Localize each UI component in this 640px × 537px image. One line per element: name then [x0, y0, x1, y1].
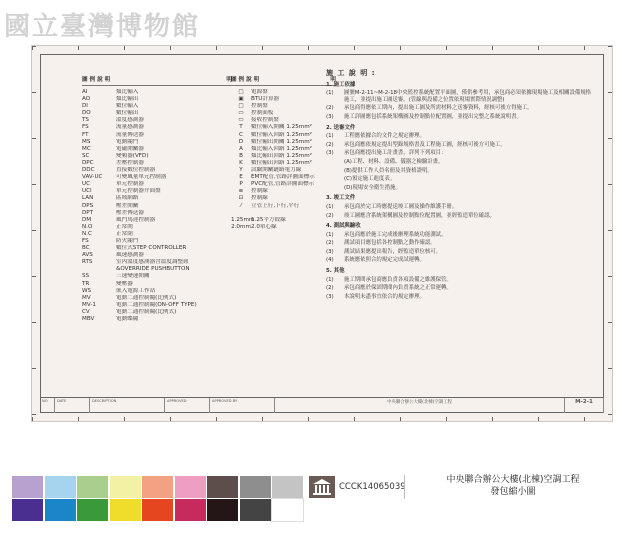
swatch-top	[175, 476, 206, 498]
notes-section-title: 5. 其他	[326, 268, 345, 275]
legend-desc: BTU計算器	[251, 96, 280, 103]
legend-desc: 可變風量單元控制器	[116, 174, 167, 181]
legend-code: MBV	[82, 316, 95, 322]
legend-left-row	[82, 117, 232, 124]
legend-desc: 正常開	[116, 223, 133, 230]
legend-code: TS	[82, 117, 89, 124]
legend-right-row	[231, 224, 336, 231]
legend-desc: EMT配管,管路詳圖面標示	[251, 174, 315, 181]
color-calibration-strip	[12, 476, 308, 522]
legend-desc: 立管上行,下行,平行	[251, 202, 300, 209]
legend-left-row	[82, 124, 232, 131]
legend-symbol: P	[239, 181, 243, 188]
legend-desc: 數位輸出	[116, 110, 139, 117]
notes-item-text: 施工期間承包商應負責各項設備之維護保管。	[344, 276, 452, 283]
legend-right-title: 圖 例 說 明	[231, 77, 260, 83]
legend-code: AI	[82, 89, 88, 95]
legend-left-row	[82, 210, 232, 217]
notes-item-text: 承包商於完工時應提送竣工圖及操作維護手冊。	[344, 203, 458, 210]
notes-section-title: 4. 測試與驗收	[326, 223, 361, 230]
notes-item	[326, 90, 594, 103]
legend-desc	[251, 210, 336, 217]
legend-right-row	[231, 188, 336, 195]
legend-right-row	[231, 110, 336, 117]
notes-section	[326, 82, 594, 121]
legend-desc: 電動二通控制閥(比例式)	[116, 294, 177, 301]
legend-right-row	[231, 181, 336, 188]
legend-right-row	[231, 195, 336, 202]
notes-item-number: (2)	[326, 212, 334, 219]
tb-project-name: 中央聯合辦公大樓(北棟)空調工程	[275, 398, 565, 413]
legend-code: BC	[82, 245, 90, 252]
swatch-bottom	[12, 499, 43, 521]
swatch-top	[240, 476, 271, 498]
legend-symbol: ▭	[238, 110, 244, 117]
tb-description: DESCRIPTION	[90, 398, 165, 413]
notes-item-number: (2)	[326, 141, 334, 148]
legend-left-row	[82, 195, 232, 202]
legend-code: DM	[82, 216, 92, 223]
legend-desc: 數位輸入回路 1.25mm²	[251, 131, 312, 138]
notes-section-title: 1. 施工依據	[326, 81, 356, 88]
legend-symbol: B	[239, 152, 243, 159]
notes-item	[326, 142, 594, 149]
legend-desc: 數位輸出開關 1.25mm²	[251, 138, 312, 145]
swatch-bottom	[142, 499, 173, 521]
tb-drawing-no: M-2-1	[565, 398, 604, 413]
border-ticks-right	[608, 46, 612, 421]
notes-item	[326, 204, 594, 211]
legend-desc: 變頻器(VFD)	[116, 152, 149, 159]
legend-desc: 試驗開關鏈路電力線	[251, 167, 302, 174]
notes-item-text: 測試項目應包括各控制點之動作確認。	[344, 240, 436, 247]
legend-left-row	[82, 224, 232, 231]
catalog-id: CCCK14065039	[339, 482, 406, 492]
legend-desc: 變壓器	[116, 280, 133, 287]
legend-code: DPT	[82, 209, 94, 216]
legend-right-rows	[231, 89, 336, 231]
notes-item-text: (D)現場安全衛生措施。	[344, 184, 401, 191]
notes-item-text: (A)工程、材料、設備、儀器之檢驗計畫。	[344, 158, 444, 165]
notes-item	[326, 232, 594, 239]
legend-desc: 壓差開關	[116, 202, 139, 209]
legend-code: UC	[82, 181, 91, 188]
swatch-top	[12, 476, 43, 498]
legend-code: DPS	[82, 202, 94, 209]
swatch-top	[272, 476, 303, 498]
legend-right-row	[231, 153, 336, 160]
legend-right-row	[231, 139, 336, 146]
legend-left-row	[82, 96, 232, 103]
notes-item-text: 工程應依據合約文件之規定辦理。	[344, 133, 425, 140]
notes-item-text: 承包商應於施工完成後辦理系統功能測試。	[344, 231, 447, 238]
legend-desc: 類比輸入回路 1.25mm²	[251, 145, 312, 152]
legend-left-row	[82, 316, 232, 323]
legend-right-row	[231, 174, 336, 181]
notes-section	[326, 268, 594, 300]
legend-code: DPC	[82, 159, 94, 166]
notes-item-number: (1)	[326, 90, 334, 97]
legend-left-row	[82, 245, 232, 252]
museum-logo	[309, 476, 335, 498]
legend-right-row	[231, 132, 336, 139]
legend-right-header	[231, 77, 336, 86]
legend-desc: 單元控制器介面盤	[116, 188, 161, 195]
notes-item	[326, 159, 594, 166]
swatch-bottom	[240, 499, 271, 521]
notes-item-number	[326, 176, 344, 183]
legend-desc: 溫度感測器	[116, 117, 144, 124]
legend-left-title: 圖 例 說 明	[82, 77, 111, 83]
legend-desc: 控制線	[251, 195, 268, 202]
museum-building-icon	[312, 478, 332, 496]
legend-left-row	[82, 153, 232, 160]
legend-symbol: 2.0mm	[231, 223, 251, 230]
legend-desc: 接收控制盤	[251, 117, 279, 124]
legend-code: MV	[82, 294, 91, 301]
legend-symbol: ⁄	[240, 202, 242, 209]
legend-right-title-right: 明	[330, 77, 336, 83]
swatch-top	[110, 476, 141, 498]
legend-left	[82, 77, 232, 323]
tb-no: NO	[40, 398, 55, 413]
notes-item-number: (3)	[326, 113, 334, 120]
notes-item	[326, 213, 594, 220]
notes-item-number: (2)	[326, 285, 334, 292]
legend-right-row	[231, 117, 336, 124]
legend-left-row	[82, 132, 232, 139]
notes-section-title: 3. 竣工文件	[326, 195, 356, 202]
notes-item	[326, 114, 594, 121]
legend-code: MS	[82, 138, 91, 145]
legend-left-row	[82, 259, 232, 266]
border-ticks-top	[32, 46, 612, 50]
legend-symbol: K	[239, 159, 243, 166]
legend-right	[231, 77, 336, 231]
notes-item-number: (4)	[326, 257, 334, 264]
legend-symbol: ⊡	[238, 195, 244, 202]
legend-code: LAN	[82, 195, 94, 202]
notes-item-text: 承包商應提出施工計畫書，詳列下列項目：	[344, 150, 447, 157]
notes-item-number: (1)	[326, 231, 334, 238]
legend-desc: 單元控制器	[116, 181, 144, 188]
legend-code: DI	[82, 103, 88, 110]
legend-code: N.C	[82, 230, 92, 237]
legend-code: UCI	[82, 188, 92, 195]
notes-item	[326, 294, 594, 301]
legend-desc: 電動二通控制閥(ON-OFF TYPE)	[116, 301, 197, 308]
notes-item-number: (1)	[326, 133, 334, 140]
legend-right-row	[231, 217, 336, 224]
legend-desc: PVC配管,管路詳圖面標示	[251, 181, 315, 188]
legend-left-row	[82, 188, 232, 195]
legend-desc: 2.0單心線	[251, 223, 277, 230]
legend-code: SS	[82, 273, 90, 280]
notes-section	[326, 223, 594, 264]
notes-section-title: 2. 送審文件	[326, 124, 356, 131]
swatch-bottom	[110, 499, 141, 521]
legend-code: MV-1	[82, 301, 96, 308]
legend-left-row	[82, 174, 232, 181]
footer-title-line2: 發包縮小圖	[490, 486, 536, 497]
legend-code	[82, 266, 116, 273]
legend-left-row	[82, 160, 232, 167]
legend-left-row	[82, 89, 232, 96]
legend-left-row	[82, 309, 232, 316]
legend-right-row	[231, 96, 336, 103]
tb-date: DATE	[55, 398, 90, 413]
legend-left-row	[82, 217, 232, 224]
legend-code: FT	[82, 131, 89, 138]
legend-left-row	[82, 167, 232, 174]
legend-right-row	[231, 103, 336, 110]
legend-desc: 區域網路	[116, 195, 139, 202]
legend-desc: 電源盤	[251, 89, 268, 95]
legend-code: AO	[82, 96, 91, 103]
notes-item-text: 圖號M-2-11~M-2-18中央監控系統配置平面圖，僅供參考用，承包商必須依據現場施工及相關設備規格施工，並提出施工圖送審。(管線與設備之位置依現場實際情況調整)	[344, 90, 592, 103]
legend-right-row	[231, 146, 336, 153]
notes-item-number	[326, 168, 344, 175]
legend-desc: 流量感測器	[116, 124, 144, 131]
swatch-bottom	[207, 499, 238, 521]
legend-desc: 類比輸入	[116, 89, 139, 95]
notes-item-text: 系統應依照合約規定完成試運轉。	[344, 257, 425, 264]
legend-left-title-right: 明	[226, 77, 232, 83]
legend-left-row	[82, 110, 232, 117]
notes-section	[326, 125, 594, 192]
archive-footer	[0, 472, 640, 537]
notes-item-text: 測試結果應提出報告，經監造單位核可。	[344, 248, 442, 255]
notes-item-number: (2)	[326, 105, 334, 112]
border-ticks-left	[32, 46, 36, 421]
legend-symbol: D	[238, 138, 244, 145]
legend-desc: 室內溫度感測器含溫度調整鈕	[116, 259, 189, 266]
legend-right-row	[231, 167, 336, 174]
watermark: 國立臺灣博物館	[4, 12, 201, 42]
legend-right-row	[231, 210, 336, 217]
legend-desc: 風速感測器	[116, 252, 144, 259]
notes-sections	[326, 82, 594, 301]
drawing-sheet	[31, 45, 613, 422]
footer-title-line1: 中央聯合辦公大樓(北棟)空調工程	[446, 475, 580, 485]
footer-title	[404, 475, 613, 499]
legend-symbol: T	[239, 124, 243, 131]
notes-item-text: 本說明未盡事宜依合約規定辦理。	[344, 293, 425, 300]
legend-left-row	[82, 273, 232, 280]
notes-item-text: 承包商得應依工期內，提出施工圖及所需材料之送審資料，經核可後方得施工。	[344, 105, 533, 112]
legend-symbol: Y	[239, 167, 243, 174]
legend-left-row	[82, 203, 232, 210]
notes-item-number: (3)	[326, 150, 334, 157]
legend-desc: 嵌入電源工作站	[116, 287, 156, 294]
legend-desc: 數位輸入	[116, 103, 139, 110]
notes-item	[326, 185, 594, 192]
legend-desc: &OVERRIDE PUSHBUTTON	[116, 266, 190, 273]
notes-item-text: 承包商應依規定提出型錄規格書及工程施工圖，經核可後方可施工。	[344, 141, 506, 148]
legend-symbol: ▭	[238, 117, 244, 124]
legend-desc: 流量傳送器	[116, 131, 144, 138]
legend-code: SC	[82, 152, 90, 159]
notes-item-text: 施工詳圖應包括系統架構圖及控制點位配置圖，並提出完整之系統說明書。	[344, 113, 522, 120]
legend-desc: 電動閥門	[116, 138, 139, 145]
legend-symbol: □	[238, 89, 244, 95]
notes-item-text: 竣工圖應含系統架構圖及控制點位配置圖，並經監造單位確認。	[344, 212, 495, 219]
legend-left-row	[82, 146, 232, 153]
notes-item	[326, 133, 594, 140]
legend-symbol: 1.25mm	[231, 216, 255, 223]
legend-symbol: C	[239, 131, 243, 138]
swatch-bottom	[45, 499, 76, 521]
legend-left-row	[82, 288, 232, 295]
legend-left-row	[82, 181, 232, 188]
swatch-top	[142, 476, 173, 498]
tb-approved: APPROVED	[165, 398, 210, 413]
legend-desc: 控制線	[251, 188, 268, 195]
notes-item-text: (B)提供工作人員名冊及其資格證明。	[344, 167, 433, 174]
legend-code: AVS	[82, 252, 93, 259]
legend-desc: 數位輸出回路 1.25mm²	[251, 159, 312, 166]
legend-code: RTS	[82, 259, 93, 266]
legend-desc: 電動二通控制閥(比例式)	[116, 308, 177, 315]
notes-item	[326, 249, 594, 256]
title-block	[40, 397, 604, 413]
swatch-top	[207, 476, 238, 498]
legend-desc: 正常閉	[116, 230, 133, 237]
legend-left-row	[82, 238, 232, 245]
legend-left-row	[82, 252, 232, 259]
legend-desc: 電動蝶閥	[116, 316, 139, 322]
legend-left-row	[82, 103, 232, 110]
legend-symbol: A	[239, 145, 243, 152]
legend-desc: 類比輸出回路 1.25mm²	[251, 152, 312, 159]
legend-symbol: E	[239, 174, 243, 181]
legend-right-row	[231, 203, 336, 210]
legend-code: N.O	[82, 223, 93, 230]
legend-code: DO	[82, 110, 91, 117]
legend-symbol: ≡	[238, 188, 244, 195]
notes-item	[326, 176, 594, 183]
tb-approved-by: APPROVED BY	[210, 398, 275, 413]
legend-left-rows	[82, 89, 232, 323]
legend-right-row	[231, 89, 336, 96]
legend-left-header	[82, 77, 232, 86]
notes-item-text: 承包商應於保固期間內負責系統之正常運轉。	[344, 285, 452, 292]
construction-notes	[326, 70, 594, 304]
legend-code: DDC	[82, 167, 95, 174]
legend-right-row	[231, 124, 336, 131]
legend-desc: 防火閥門	[116, 237, 139, 244]
legend-desc: 控制盤	[251, 103, 268, 110]
notes-item-number: (3)	[326, 248, 334, 255]
notes-item	[326, 240, 594, 247]
notes-item	[326, 285, 594, 292]
legend-code: WS	[82, 287, 92, 294]
legend-code: MC	[82, 145, 91, 152]
swatch-bottom	[175, 499, 206, 521]
legend-left-row	[82, 295, 232, 302]
notes-item-number	[326, 159, 344, 166]
notes-item-number: (1)	[326, 203, 334, 210]
legend-desc: 類比輸出	[116, 96, 139, 103]
legend-left-row	[82, 266, 232, 273]
legend-desc: 差壓控制器	[116, 159, 144, 166]
legend-desc: 1.25平方絞線	[251, 216, 286, 223]
legend-code: FS	[82, 237, 89, 244]
legend-right-row	[231, 160, 336, 167]
legend-desc: 數位輸入開關 1.25mm²	[251, 124, 312, 131]
legend-symbol: ▣	[238, 96, 244, 103]
legend-code: FS	[82, 124, 89, 131]
notes-item-number: (2)	[326, 240, 334, 247]
swatch-top	[77, 476, 108, 498]
legend-left-row	[82, 139, 232, 146]
border-ticks-bottom	[32, 417, 612, 421]
notes-section	[326, 195, 594, 219]
legend-desc: 壓差傳送器	[116, 209, 144, 216]
legend-left-row	[82, 281, 232, 288]
swatch-bottom	[272, 499, 303, 521]
legend-symbol: □	[238, 103, 244, 110]
notes-item-number: (1)	[326, 276, 334, 283]
legend-desc: 直接數位控制器	[116, 167, 156, 174]
notes-item	[326, 257, 594, 264]
notes-item-text: (C)預定施工進度表。	[344, 176, 396, 183]
swatch-top	[45, 476, 76, 498]
legend-left-row	[82, 231, 232, 238]
legend-desc: 電磁開關器	[116, 145, 144, 152]
notes-item	[326, 150, 594, 157]
swatch-bottom	[77, 499, 108, 521]
legend-code: TR	[82, 280, 90, 287]
notes-item	[326, 105, 594, 112]
notes-item-number	[326, 185, 344, 192]
notes-item-number: (3)	[326, 293, 334, 300]
legend-desc: 數位式STEP CONTROLLER	[116, 245, 187, 252]
notes-item	[326, 168, 594, 175]
notes-item	[326, 277, 594, 284]
legend-left-row	[82, 302, 232, 309]
legend-desc: 風門馬達控制器	[116, 216, 156, 223]
legend-desc: 控制面板	[251, 110, 274, 117]
notes-title: 施 工 說 明 :	[326, 69, 376, 77]
legend-code: VAV-UC	[82, 174, 103, 181]
legend-symbol	[231, 210, 251, 217]
legend-code: CV	[82, 308, 90, 315]
legend-desc: 三速變速開關	[116, 273, 150, 280]
